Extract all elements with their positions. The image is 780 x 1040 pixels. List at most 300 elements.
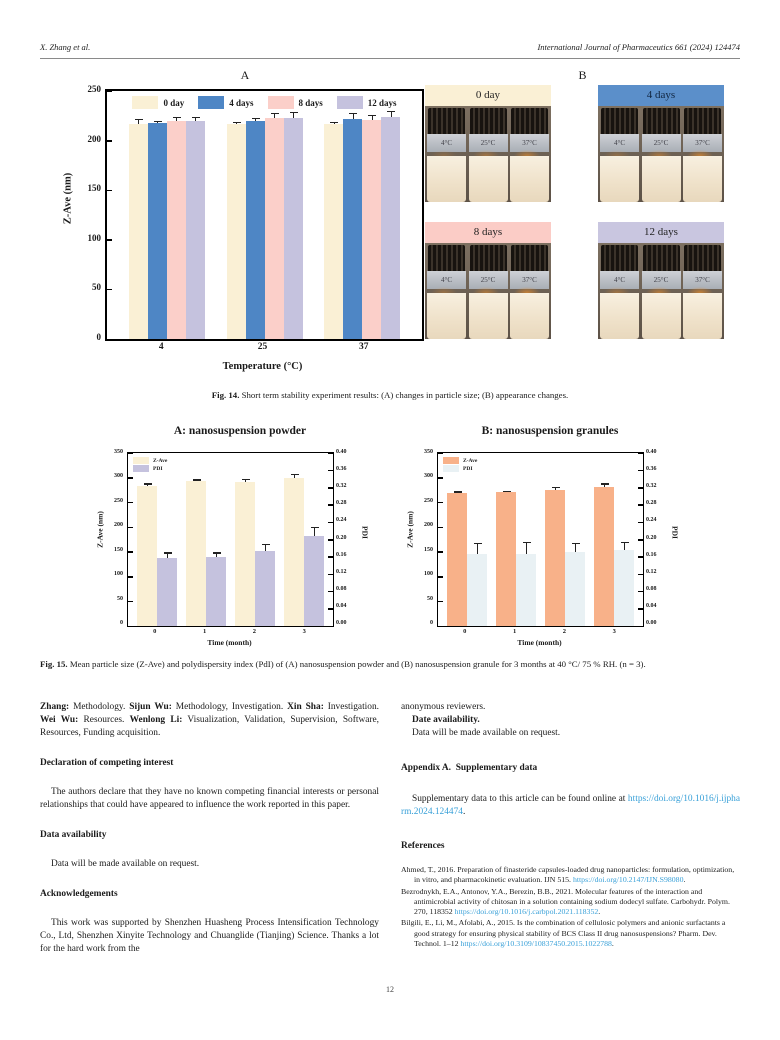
bar-group xyxy=(496,492,536,626)
vial xyxy=(642,243,681,339)
contrib-segment: Investigation. xyxy=(323,702,379,712)
y-tick-label: 50 xyxy=(427,595,433,602)
declaration-text: The authors declare that they have no known competing financial interests or personal relationships that could have appeared to influence the work reported in this paper. xyxy=(40,787,379,810)
y2-tick-mark xyxy=(638,626,643,628)
bar xyxy=(447,493,467,626)
fig15-chart-a-x-title: Time (month) xyxy=(207,638,252,647)
fig15-chart-a-bars xyxy=(128,453,333,626)
vial-liquid xyxy=(600,156,639,202)
appendix-text-post: . xyxy=(462,807,466,817)
y2-tick-mark xyxy=(328,522,333,524)
reference-doi-link[interactable]: https://doi.org/10.1016/j.carbpol.2021.118352 xyxy=(454,907,599,917)
y2-tick-label: 0.00 xyxy=(646,620,657,626)
y2-tick-label: 0.12 xyxy=(336,568,347,575)
y-tick-mark xyxy=(107,190,112,192)
y-tick-mark xyxy=(128,453,133,455)
bar-group xyxy=(594,487,634,626)
legend-label: 12 days xyxy=(367,97,397,108)
y2-tick-label: 0.32 xyxy=(336,483,347,490)
error-bar xyxy=(216,552,217,557)
photo-day-label: 0 day xyxy=(425,85,551,106)
reference-item xyxy=(401,865,740,886)
y2-tick-label: 0.40 xyxy=(646,449,657,455)
reference-text: Bilgili, E., Li, M., Afolabi, A., 2015. Is the combination of cellulosic polymers and anionic surfactants a good strategy for ensuring physical stability of BCS Class II drug nanosuspensions? Pharm. Dev. Technol. 1–12 xyxy=(401,918,726,949)
y2-tick-mark xyxy=(328,470,333,472)
error-bar xyxy=(265,544,266,551)
fig14-panel-a-label: A xyxy=(240,68,250,82)
y2-tick-label: 0.08 xyxy=(336,585,347,592)
contrib-segment: Resources. xyxy=(78,715,130,725)
fig15-chart-b-y-title: Z-Ave (nm) xyxy=(405,511,415,548)
y-tick-mark xyxy=(107,289,112,291)
bar-group xyxy=(227,118,303,339)
y2-tick-label: 0.04 xyxy=(336,602,347,609)
y-tick-label: 200 xyxy=(424,522,433,529)
y2-tick-mark xyxy=(638,574,643,576)
y-tick-label: 300 xyxy=(114,473,123,480)
vial xyxy=(427,243,466,339)
running-author: X. Zhang et al. xyxy=(40,42,91,52)
bar-group xyxy=(137,486,177,626)
fig14-x-axis-labels xyxy=(105,342,420,352)
reference-item xyxy=(401,918,740,949)
y2-tick-label: 0.36 xyxy=(336,466,347,473)
y-tick-label: 250 xyxy=(114,497,123,504)
bar xyxy=(137,486,157,626)
legend-label: Z-Ave xyxy=(463,457,478,464)
vial-cap xyxy=(428,245,465,271)
appendix-heading: Appendix A. Supplementary data xyxy=(401,763,538,773)
bar xyxy=(284,118,303,339)
y-tick-label: 50 xyxy=(92,282,101,293)
vial-cap xyxy=(643,245,680,271)
error-bar xyxy=(624,542,625,550)
fig15-chart-a-plot xyxy=(127,452,334,627)
bar xyxy=(324,124,343,339)
error-bar xyxy=(255,118,256,121)
vial-cap xyxy=(470,245,507,271)
y2-tick-mark xyxy=(328,453,333,455)
y2-tick-mark xyxy=(638,556,643,558)
fig14-caption xyxy=(40,390,740,400)
contrib-segment: Methodology, Investigation. xyxy=(171,702,288,712)
reference-text-post: . xyxy=(611,939,614,949)
fig14-photo-grid xyxy=(425,85,724,339)
y-tick-mark xyxy=(438,601,443,603)
left-column xyxy=(40,701,379,956)
bar xyxy=(614,550,634,626)
error-bar xyxy=(195,117,196,121)
contrib-segment: Sijun Wu: xyxy=(129,702,172,712)
bar-group xyxy=(129,121,205,339)
vial-cap xyxy=(684,245,721,271)
y-tick-label: 0 xyxy=(120,620,123,626)
vial-cap xyxy=(511,245,548,271)
y-tick-label: 250 xyxy=(424,497,433,504)
error-bar xyxy=(176,117,177,121)
references-list xyxy=(401,865,740,949)
error-bar xyxy=(314,527,315,536)
vial-liquid xyxy=(683,293,722,339)
y2-tick-mark xyxy=(328,591,333,593)
y-tick-mark xyxy=(438,527,443,529)
fig15-chart-b-y2-title: PDI xyxy=(670,526,680,539)
vial xyxy=(510,243,549,339)
fig14-bars xyxy=(107,91,422,339)
photo-panel xyxy=(425,222,551,339)
fig15-chart-a xyxy=(95,425,385,653)
reference-doi-link[interactable]: https://doi.org/10.3109/10837450.2015.1022788 xyxy=(460,939,612,949)
vial-cap xyxy=(428,108,465,134)
references-heading: References xyxy=(401,841,445,851)
vial-liquid xyxy=(683,156,722,202)
x-tick-label: 2 xyxy=(562,628,567,635)
y2-tick-mark xyxy=(328,539,333,541)
vial-neck: 37°C xyxy=(683,134,722,152)
y-tick-mark xyxy=(128,601,133,603)
bar xyxy=(157,558,177,626)
y2-tick-label: 0.24 xyxy=(336,517,347,524)
error-bar xyxy=(167,552,168,558)
vial-cap xyxy=(511,108,548,134)
photo-day-label: 12 days xyxy=(598,222,724,243)
y2-tick-label: 0.24 xyxy=(646,517,657,524)
y-tick-mark xyxy=(438,453,443,455)
data-availability-text: Data will be made available on request. xyxy=(51,859,200,869)
fig14-caption-label: Fig. 14. xyxy=(211,390,240,400)
error-bar xyxy=(526,542,527,554)
error-bar xyxy=(372,115,373,120)
bar xyxy=(255,551,275,626)
y-tick-mark xyxy=(128,626,133,628)
y2-tick-mark xyxy=(328,608,333,610)
vial-cap xyxy=(601,108,638,134)
y2-tick-mark xyxy=(328,487,333,489)
appendix-paragraph xyxy=(401,793,740,819)
error-bar xyxy=(147,483,148,486)
reference-doi-link[interactable]: https://doi.org/10.2147/IJN.S98080 xyxy=(572,875,684,885)
bar xyxy=(227,124,246,339)
contrib-segment: Zhang: xyxy=(40,702,70,712)
reference-text-post: . xyxy=(683,875,686,885)
fig15-chart-a-y2-title: PDI xyxy=(360,526,370,539)
vials-photo xyxy=(425,106,551,202)
y-tick-mark xyxy=(128,551,133,553)
y2-tick-label: 0.16 xyxy=(646,551,657,558)
vial-neck: 25°C xyxy=(469,134,508,152)
vial-cap xyxy=(643,108,680,134)
acknowledgements-heading: Acknowledgements xyxy=(40,889,118,899)
y2-tick-mark xyxy=(638,470,643,472)
vials-photo xyxy=(598,243,724,339)
fig14-y-axis-labels xyxy=(73,84,101,342)
error-bar xyxy=(506,491,507,492)
x-tick-label: 4 xyxy=(158,342,164,352)
reference-text: Ahmed, T., 2016. Preparation of finasteride capsules-loaded drug nanoparticles: formulation, optimization, in vitro, and pharmacokinetic evaluation. IJN 515. xyxy=(401,865,735,885)
bar xyxy=(381,117,400,339)
contrib-segment: Wenlong Li: xyxy=(129,715,183,725)
bar xyxy=(343,119,362,339)
y-tick-label: 350 xyxy=(114,449,123,455)
bar-group xyxy=(324,117,400,339)
y2-tick-label: 0.16 xyxy=(336,551,347,558)
y-tick-label: 100 xyxy=(87,232,101,243)
vial xyxy=(427,106,466,202)
x-tick-label: 0 xyxy=(153,628,157,635)
vial-liquid xyxy=(642,293,681,339)
x-tick-label: 1 xyxy=(512,628,517,635)
vial-liquid xyxy=(469,156,508,202)
date-availability-text: Data will be made available on request. xyxy=(412,728,561,738)
error-bar xyxy=(138,119,139,124)
bar xyxy=(186,481,206,626)
y-tick-mark xyxy=(107,91,112,93)
vial-liquid xyxy=(510,293,549,339)
y-tick-mark xyxy=(128,576,133,578)
appendix-doi-link[interactable]: https://doi.org/10.1016/j.ijpharm.2024.124474 xyxy=(401,794,740,817)
fig15-caption-label: Fig. 15. xyxy=(40,659,68,669)
vials-photo xyxy=(598,106,724,202)
error-bar xyxy=(236,122,237,124)
contrib-segment: Wei Wu: xyxy=(40,715,79,725)
vial-neck: 25°C xyxy=(469,271,508,289)
y2-tick-label: 0.04 xyxy=(646,602,657,609)
vial xyxy=(642,106,681,202)
journal-citation: International Journal of Pharmaceutics 661 (2024) 124474 xyxy=(537,42,740,52)
y-tick-label: 100 xyxy=(114,571,123,578)
error-bar xyxy=(196,479,197,481)
contrib-segment: Xin Sha: xyxy=(287,702,324,712)
y2-tick-mark xyxy=(638,453,643,455)
page-number: 12 xyxy=(386,985,394,994)
bar xyxy=(206,557,226,626)
reference-text-post: . xyxy=(598,907,601,917)
error-bar xyxy=(334,122,335,124)
y-tick-label: 350 xyxy=(424,449,433,455)
y-tick-label: 150 xyxy=(424,546,433,553)
y-tick-mark xyxy=(128,477,133,479)
fig15-chart-b-plot xyxy=(437,452,644,627)
appendix-text-pre: Supplementary data to this article can be found online at xyxy=(412,794,628,804)
y-tick-label: 250 xyxy=(87,84,101,94)
legend-label: 0 day xyxy=(163,97,185,108)
vial-cap xyxy=(601,245,638,271)
vials-photo xyxy=(425,243,551,339)
y-tick-label: 0 xyxy=(430,620,433,626)
vial-neck: 4°C xyxy=(427,134,466,152)
legend-label: PDI xyxy=(153,465,163,472)
y2-tick-label: 0.08 xyxy=(646,585,657,592)
error-bar xyxy=(353,113,354,119)
vial-liquid xyxy=(600,293,639,339)
error-bar xyxy=(391,111,392,117)
vial-liquid xyxy=(427,293,466,339)
reference-text: Bezrodnykh, E.A., Antonov, Y.A., Berezin, B.B., 2021. Molecular features of the interaction and antimicrobial activity of chitosan in a solution containing sodium dodecyl sulfate. Carbohydr. Polym. 270, 118352 xyxy=(401,886,730,917)
photo-panel xyxy=(598,222,724,339)
bar xyxy=(167,121,186,339)
data-availability-heading: Data availability xyxy=(40,830,107,840)
contrib-segment: Methodology. xyxy=(69,702,130,712)
y2-tick-mark xyxy=(328,574,333,576)
contrib-segment: Visualization, Validation, Supervision, Software, Resources, Funding acquisition. xyxy=(40,715,380,738)
y2-tick-label: 0.00 xyxy=(336,620,347,626)
y2-tick-label: 0.12 xyxy=(646,568,657,575)
photo-day-label: 4 days xyxy=(598,85,724,106)
x-tick-label: 0 xyxy=(463,628,467,635)
bar xyxy=(235,482,255,626)
bar xyxy=(565,552,585,626)
bar xyxy=(284,478,304,626)
vial xyxy=(469,106,508,202)
error-bar xyxy=(477,543,478,554)
error-bar xyxy=(293,112,294,118)
y2-tick-mark xyxy=(638,504,643,506)
vial-neck: 37°C xyxy=(510,271,549,289)
photo-day-label: 8 days xyxy=(425,222,551,243)
vial-neck: 37°C xyxy=(683,271,722,289)
vial xyxy=(683,106,722,202)
fig14-chart-a-plot xyxy=(105,89,424,341)
fig15-chart-b-title: B: nanosuspension granules xyxy=(481,425,619,437)
fig15-chart-a-y-title: Z-Ave (nm) xyxy=(95,511,105,548)
vial-neck: 4°C xyxy=(427,271,466,289)
vial xyxy=(469,243,508,339)
vial xyxy=(510,106,549,202)
bar xyxy=(129,124,148,339)
acknowledgements-text: This work was supported by Shenzhen Huasheng Process Intensification Technology Co., Ltd, Shenzhen Xinyite Technology and Chuanglide (Tianjing) Science. Thanks a lot for the hard work from the xyxy=(40,918,379,954)
vial-liquid xyxy=(510,156,549,202)
bar-group xyxy=(545,490,585,626)
fig15-chart-b xyxy=(405,425,695,653)
vial-neck: 25°C xyxy=(642,134,681,152)
fig14-y-axis-title: Z-Ave (nm) xyxy=(62,172,74,225)
y2-tick-label: 0.40 xyxy=(336,449,347,455)
vial-cap xyxy=(470,108,507,134)
fig15-chart-b-right-axis xyxy=(646,449,672,626)
y2-tick-mark xyxy=(638,591,643,593)
legend-label: 4 days xyxy=(229,97,254,108)
y2-tick-mark xyxy=(328,556,333,558)
body-columns xyxy=(40,701,740,956)
error-bar xyxy=(157,121,158,123)
vial xyxy=(600,106,639,202)
vial xyxy=(683,243,722,339)
photo-panel xyxy=(425,85,551,202)
x-tick-label: 25 xyxy=(257,342,268,352)
error-bar xyxy=(294,474,295,478)
vial-cap xyxy=(684,108,721,134)
header-rule xyxy=(40,58,740,59)
bar-group xyxy=(186,481,226,626)
error-bar xyxy=(604,483,605,487)
right-column xyxy=(401,701,740,956)
bar xyxy=(496,492,516,626)
legend-label: 8 days xyxy=(298,97,323,108)
fig14-panel-b xyxy=(425,68,740,386)
fig14-caption-text: Short term stability experiment results: (A) changes in particle size; (B) appearance changes. xyxy=(241,390,569,400)
y-tick-mark xyxy=(107,239,112,241)
y-tick-label: 300 xyxy=(424,473,433,480)
y2-tick-mark xyxy=(328,504,333,506)
fig14-chart-a xyxy=(55,68,435,386)
y2-tick-label: 0.32 xyxy=(646,483,657,490)
y-tick-label: 200 xyxy=(87,133,101,144)
y2-tick-label: 0.20 xyxy=(336,534,347,541)
fig15-chart-a-right-axis xyxy=(336,449,362,626)
y-tick-mark xyxy=(438,477,443,479)
bar xyxy=(246,121,265,339)
acknowledgements-continuation: anonymous reviewers. xyxy=(401,702,486,712)
vial-liquid xyxy=(427,156,466,202)
author-contributions-paragraph xyxy=(40,701,379,740)
y2-tick-label: 0.36 xyxy=(646,466,657,473)
y2-tick-label: 0.20 xyxy=(646,534,657,541)
y-tick-label: 150 xyxy=(87,183,101,194)
y-tick-label: 150 xyxy=(114,546,123,553)
bar xyxy=(545,490,565,626)
error-bar xyxy=(457,491,458,492)
y-tick-mark xyxy=(128,502,133,504)
y-tick-mark xyxy=(438,576,443,578)
vial-neck: 25°C xyxy=(642,271,681,289)
y-tick-label: 50 xyxy=(117,595,123,602)
declaration-heading: Declaration of competing interest xyxy=(40,758,174,768)
legend-label: Z-Ave xyxy=(153,457,168,464)
fig15-chart-b-bars xyxy=(438,453,643,626)
y2-tick-mark xyxy=(638,539,643,541)
error-bar xyxy=(274,113,275,118)
fig15-caption xyxy=(40,659,740,671)
y2-tick-mark xyxy=(638,608,643,610)
fig15-chart-b-x-title: Time (month) xyxy=(517,638,562,647)
y2-tick-mark xyxy=(638,522,643,524)
bar xyxy=(467,554,487,626)
bar xyxy=(148,123,167,339)
bar xyxy=(516,554,536,626)
vial xyxy=(600,243,639,339)
y-tick-label: 100 xyxy=(424,571,433,578)
y-tick-mark xyxy=(107,339,112,341)
vial-liquid xyxy=(642,156,681,202)
bar xyxy=(265,118,284,339)
page-header xyxy=(40,42,740,52)
vial-neck: 4°C xyxy=(600,271,639,289)
y-tick-mark xyxy=(128,527,133,529)
y-tick-mark xyxy=(438,551,443,553)
reference-item xyxy=(401,887,740,918)
x-tick-label: 3 xyxy=(612,628,616,635)
fig15-chart-a-title: A: nanosuspension powder xyxy=(173,425,307,437)
bar xyxy=(304,536,324,626)
x-tick-label: 3 xyxy=(302,628,306,635)
bar xyxy=(186,121,205,339)
bar xyxy=(362,120,381,339)
fig14-panel-b-label: B xyxy=(578,68,587,82)
x-tick-label: 1 xyxy=(202,628,207,635)
error-bar xyxy=(245,479,246,482)
bar xyxy=(594,487,614,626)
y2-tick-label: 0.28 xyxy=(646,500,657,507)
legend-label: PDI xyxy=(463,465,473,472)
error-bar xyxy=(575,543,576,553)
bar-group xyxy=(447,493,487,626)
vial-liquid xyxy=(469,293,508,339)
bar-group xyxy=(235,482,275,626)
y-tick-mark xyxy=(438,626,443,628)
fig15-chart-b-x-labels xyxy=(437,628,642,635)
vial-neck: 4°C xyxy=(600,134,639,152)
y-tick-label: 0 xyxy=(96,332,101,342)
